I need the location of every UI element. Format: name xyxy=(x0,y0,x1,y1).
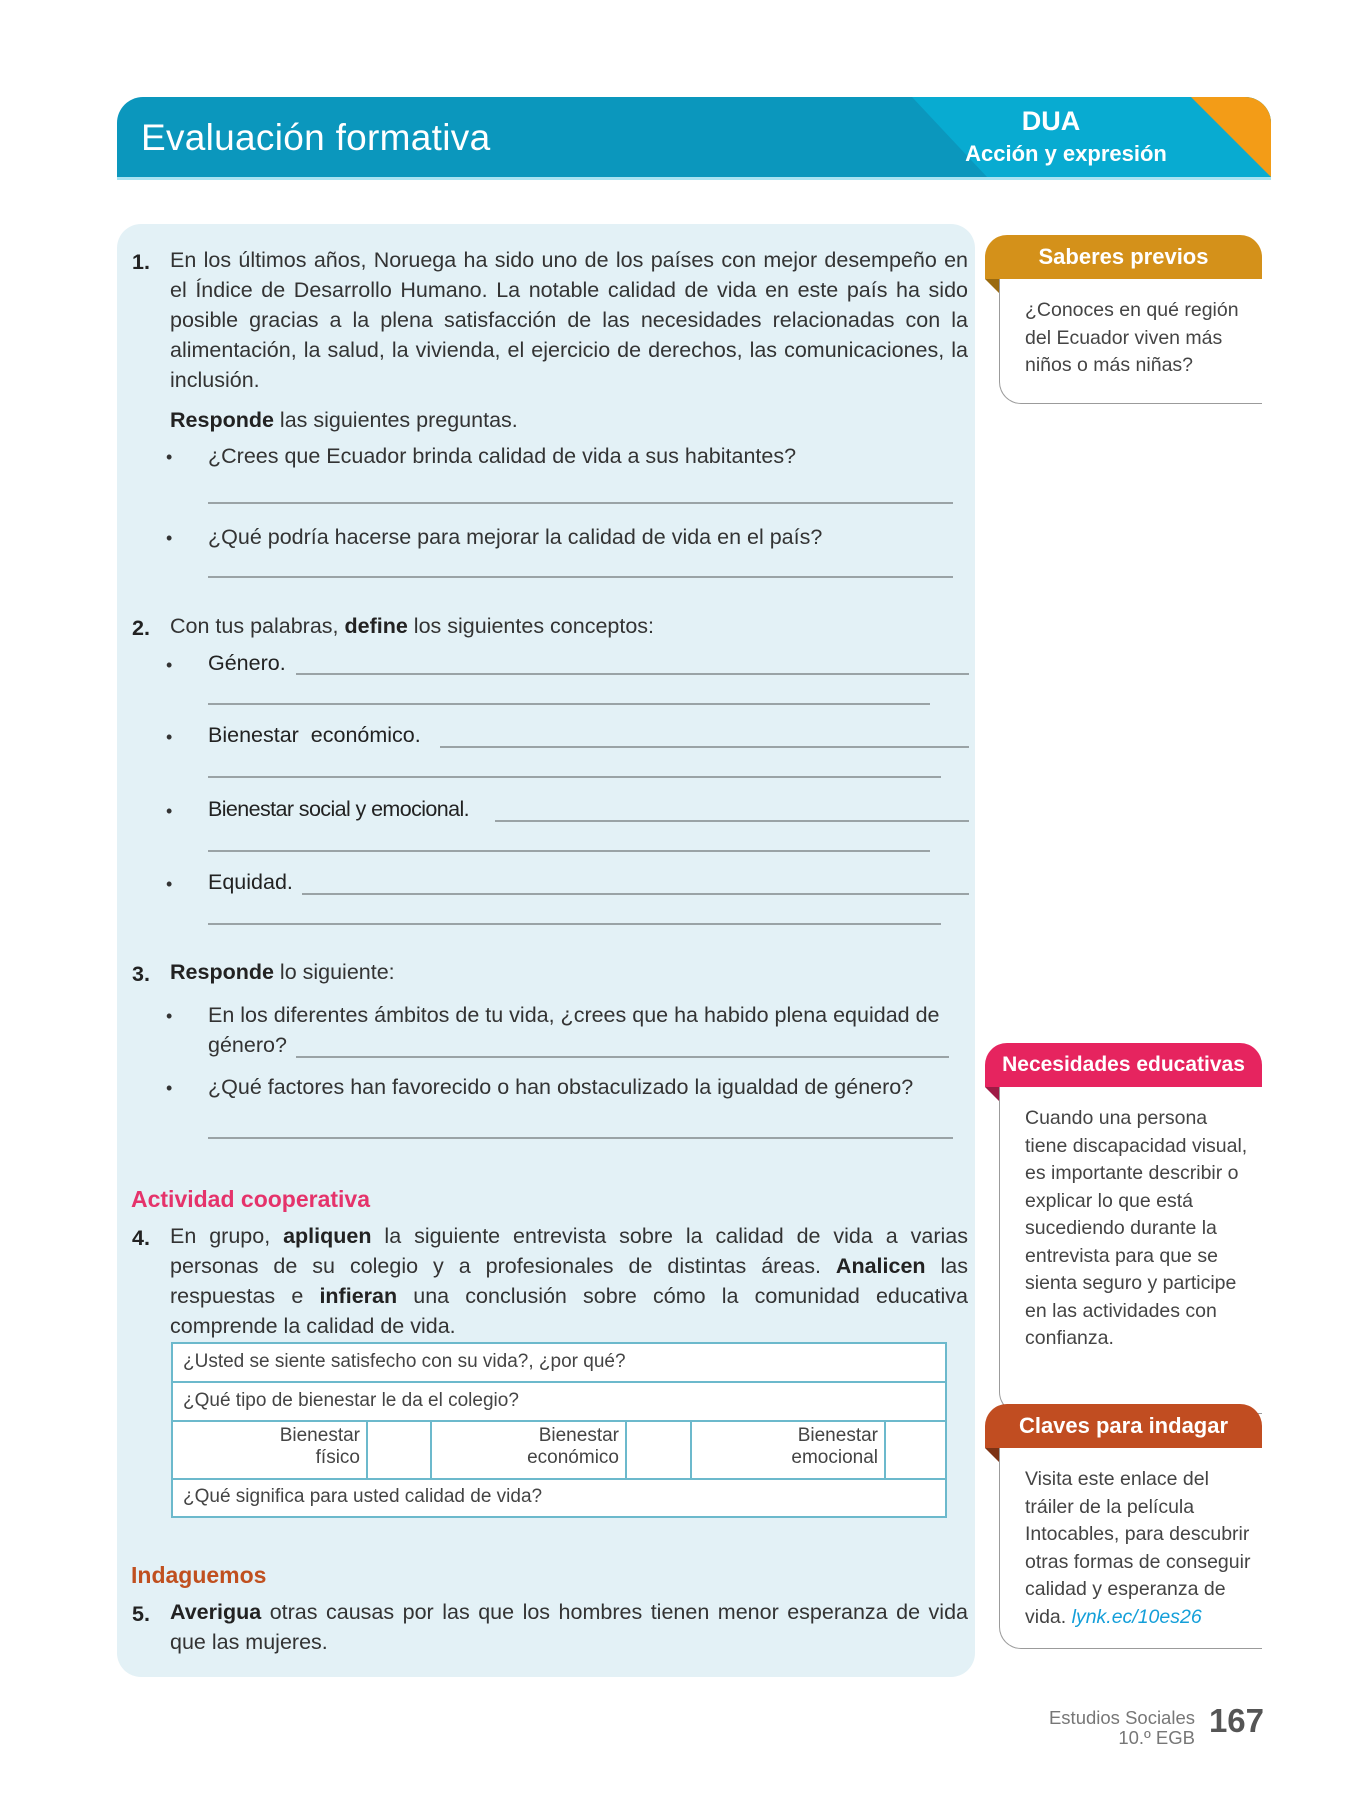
text: los siguientes conceptos: xyxy=(407,614,655,638)
claves-para-indagar-box xyxy=(985,1404,1262,1649)
text: Con tus palabras, xyxy=(170,614,345,638)
question-3b: ¿Qué factores han favorecido o han obstaculizado la igualdad de género? xyxy=(208,1075,914,1099)
instruction-verb: define xyxy=(344,614,408,638)
bullet: • xyxy=(166,1078,173,1098)
box-title: Saberes previos xyxy=(985,235,1262,279)
instruction-verb: apliquen xyxy=(283,1224,372,1248)
option-label: Bienestar xyxy=(279,1425,360,1446)
box-title: Claves para indagar xyxy=(985,1404,1262,1448)
option-label: económico xyxy=(527,1447,619,1468)
fold-decoration xyxy=(985,279,999,293)
answer-line[interactable] xyxy=(296,1056,949,1058)
instruction-verb: Responde xyxy=(170,960,274,984)
text: Visita este enlace del tráiler de la película Intocables, para descubrir otras formas de conseguir calidad y esperanza de vida. xyxy=(1025,1468,1251,1628)
question-3a-line1: En los diferentes ámbitos de tu vida, ¿crees que ha habido plena equidad de xyxy=(208,1003,940,1027)
question-1-instruction xyxy=(170,405,518,435)
answer-line[interactable] xyxy=(208,776,941,778)
instruction-verb: infieran xyxy=(319,1284,398,1308)
text: una conclusión sobre cómo la comunidad educativa comprende la calidad de vida. xyxy=(170,1284,968,1338)
question-5-text xyxy=(170,1597,968,1657)
box-body xyxy=(999,279,1262,404)
concept-bienestar-economico: Bienestar económico. xyxy=(208,723,421,747)
answer-line[interactable] xyxy=(208,502,953,504)
question-4-text xyxy=(170,1221,968,1341)
bullet: • xyxy=(166,655,173,675)
answer-line[interactable] xyxy=(208,576,953,578)
box-text: ¿Conoces en qué región del Ecuador viven más niños o más niñas? xyxy=(1025,299,1239,376)
dua-badge-subtitle: Acción y expresión xyxy=(965,141,1167,166)
question-3-text xyxy=(170,957,395,987)
text: otras causas por las que los hombres tienen menor esperanza de vida que las mujeres. xyxy=(170,1600,968,1654)
saberes-previos-box xyxy=(985,235,1262,405)
bullet: • xyxy=(166,874,173,894)
answer-line[interactable] xyxy=(302,893,969,895)
interview-question: ¿Qué significa para usted calidad de vida? xyxy=(183,1486,543,1507)
question-3a-line2: género? xyxy=(208,1033,287,1057)
bullet: • xyxy=(166,801,173,821)
bullet: • xyxy=(166,447,173,467)
question-1b: ¿Qué podría hacerse para mejorar la calidad de vida en el país? xyxy=(208,525,823,549)
header-underline xyxy=(117,177,1271,180)
answer-line[interactable] xyxy=(208,923,941,925)
instruction-verb: Responde xyxy=(170,408,274,432)
cooperative-activity-title: Actividad cooperativa xyxy=(131,1186,371,1212)
box-body xyxy=(999,1448,1262,1649)
concept-bienestar-social: Bienestar social y emocional. xyxy=(208,797,470,821)
checkbox-cell[interactable] xyxy=(627,1422,692,1478)
bullet: • xyxy=(166,727,173,747)
question-2-text xyxy=(170,611,654,641)
option-label: emocional xyxy=(791,1447,878,1468)
question-1-text: En los últimos años, Noruega ha sido uno de los países con mejor desempeño en el Índice de Desarrollo Humano. La notable calidad de vida en este país ha sido posible gracias a la plena satisfacción de las necesidades relacionadas con la alimentación, la salud, la vivienda, el ejercicio de derechos, las comunicaciones, la inclusión. xyxy=(170,248,968,392)
concept-equidad: Equidad. xyxy=(208,870,293,894)
interview-table xyxy=(171,1342,947,1518)
question-number: 3. xyxy=(132,962,150,986)
question-number: 5. xyxy=(132,1602,150,1626)
text: las respuestas e xyxy=(170,1254,968,1308)
instruction-verb: Analicen xyxy=(835,1254,926,1278)
fold-decoration xyxy=(985,1087,999,1101)
option-label: Bienestar xyxy=(797,1425,878,1446)
table-row xyxy=(173,1480,945,1516)
interview-question: ¿Qué tipo de bienestar le da el colegio? xyxy=(183,1390,519,1411)
answer-line[interactable] xyxy=(440,746,969,748)
page-number: 167 xyxy=(1208,1702,1264,1739)
text: lo siguiente: xyxy=(273,960,395,984)
footer-subject xyxy=(1049,1708,1195,1748)
grade-level: 10.º EGB xyxy=(1118,1727,1195,1748)
instruction-rest: las siguientes preguntas. xyxy=(273,408,518,432)
box-text xyxy=(1000,1448,1262,1645)
option-label-cell xyxy=(692,1422,886,1478)
section-header xyxy=(117,97,1271,177)
text: la siguiente entrevista sobre la calidad de vida a varias personas de su colegio y a profesionales de distintas áreas. xyxy=(170,1224,968,1278)
answer-line[interactable] xyxy=(296,673,969,675)
dua-badge-title: DUA xyxy=(1021,106,1081,136)
question-number: 2. xyxy=(132,616,150,640)
option-label: físico xyxy=(315,1447,360,1468)
answer-line[interactable] xyxy=(208,850,930,852)
page-title: Evaluación formativa xyxy=(141,117,491,158)
checkbox-cell[interactable] xyxy=(368,1422,432,1478)
question-1a: ¿Crees que Ecuador brinda calidad de vida a sus habitantes? xyxy=(208,444,797,468)
necesidades-educativas-box xyxy=(985,1043,1262,1373)
concept-genero: Género. xyxy=(208,651,286,675)
option-label-cell xyxy=(173,1422,368,1478)
box-title: Necesidades educativas xyxy=(985,1043,1262,1087)
question-number: 4. xyxy=(132,1226,150,1250)
answer-line[interactable] xyxy=(208,1137,953,1139)
text: En grupo, xyxy=(170,1224,284,1248)
option-label-cell xyxy=(432,1422,627,1478)
indaguemos-title: Indaguemos xyxy=(131,1562,267,1588)
checkbox-cell[interactable] xyxy=(886,1422,946,1478)
fold-decoration xyxy=(985,1448,999,1462)
table-row xyxy=(173,1383,945,1422)
interview-question: ¿Usted se siente satisfecho con su vida?, ¿por qué? xyxy=(183,1351,626,1372)
box-body xyxy=(999,1087,1262,1414)
answer-line[interactable] xyxy=(495,820,969,822)
bullet: • xyxy=(166,528,173,548)
bullet: • xyxy=(166,1006,173,1026)
option-label: Bienestar xyxy=(538,1425,619,1446)
table-row xyxy=(173,1344,945,1383)
box-text: Cuando una persona tiene discapacidad visual, es importante describir o explicar lo que está sucediendo durante la entrevista para que se sienta seguro y participe en las actividades con confianza. xyxy=(1025,1107,1248,1349)
subject-name: Estudios Sociales xyxy=(1048,1707,1195,1728)
table-row xyxy=(173,1422,945,1480)
answer-line[interactable] xyxy=(208,703,930,705)
resource-link[interactable]: lynk.ec/10es26 xyxy=(1071,1605,1202,1628)
question-number: 1. xyxy=(132,250,150,274)
instruction-verb: Averigua xyxy=(170,1600,262,1624)
